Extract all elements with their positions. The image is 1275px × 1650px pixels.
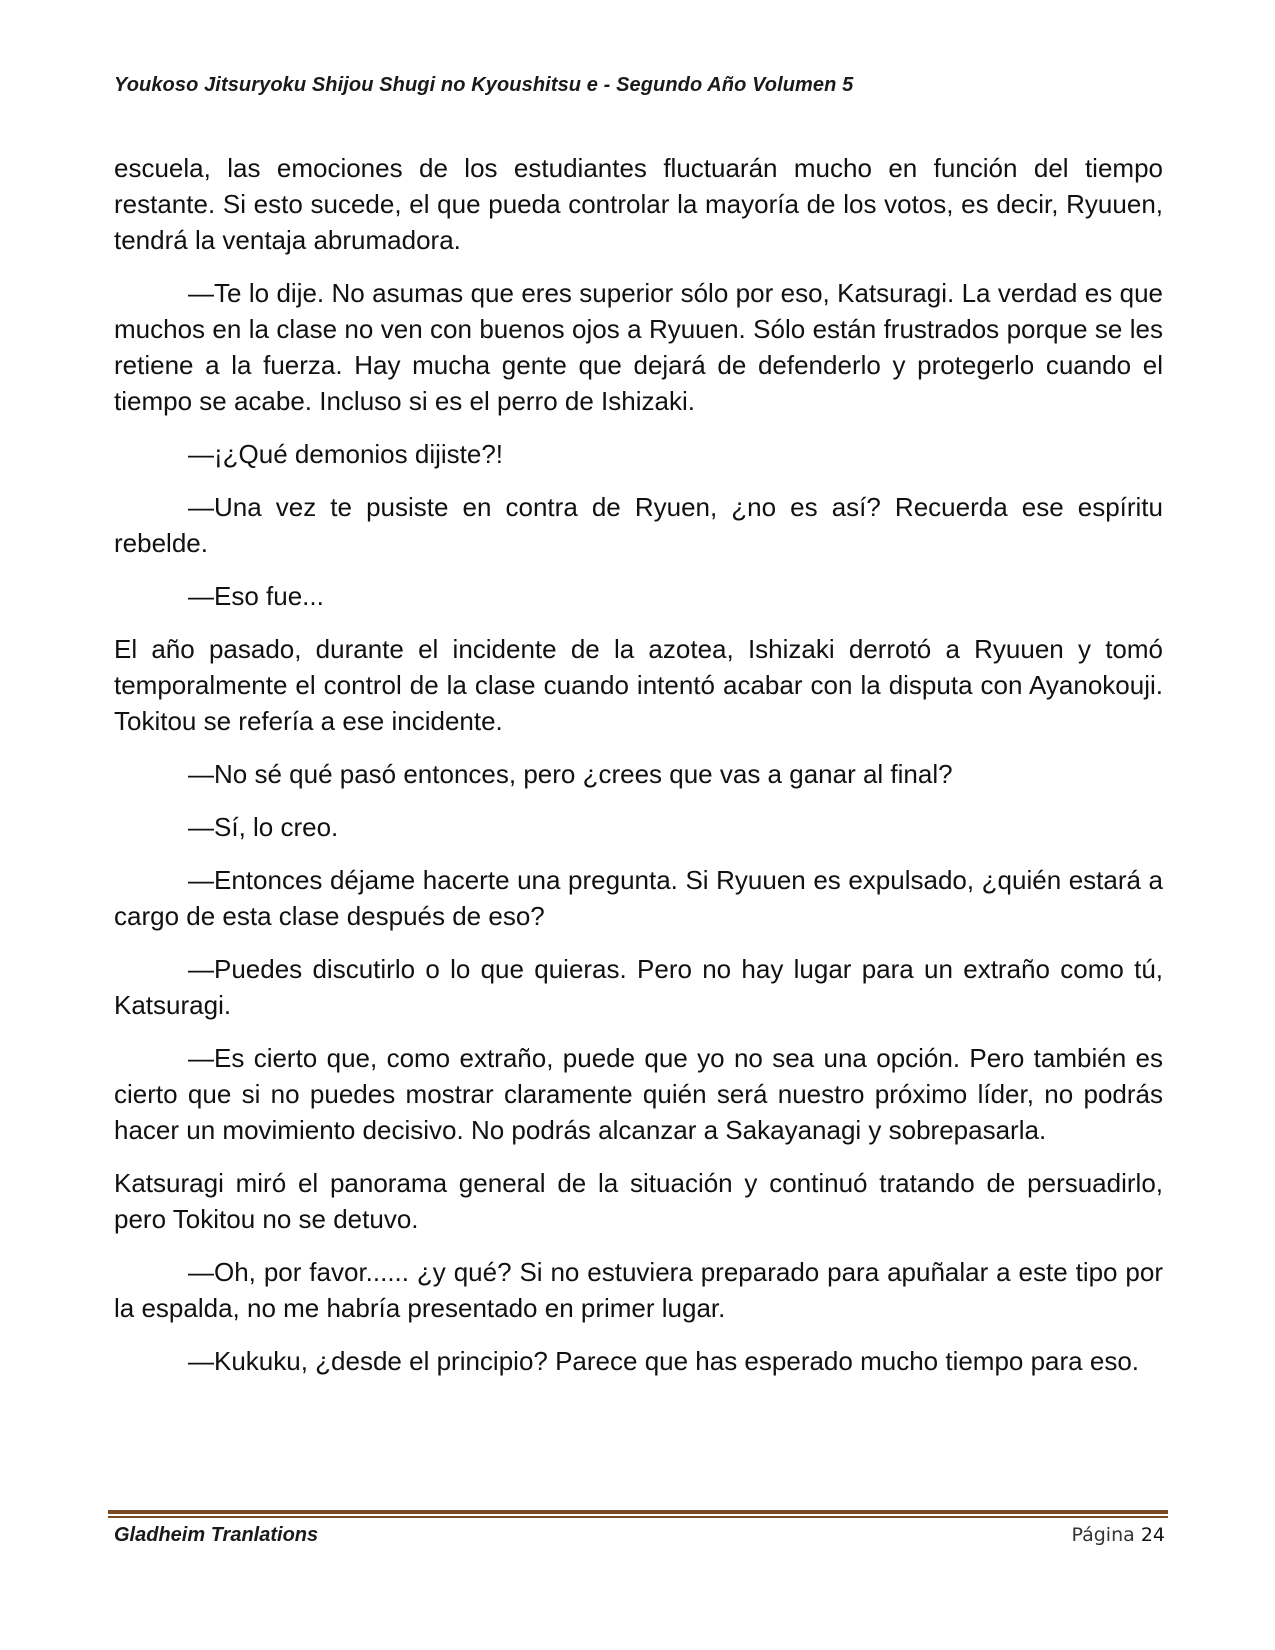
- body-text: [114, 150, 1163, 1396]
- page-number-value: 24: [1140, 1524, 1165, 1546]
- paragraph: Katsuragi miró el panorama general de la situación y continuó tratando de persuadirlo, pero Tokitou no se detuvo.: [114, 1168, 1163, 1234]
- dialogue-paragraph: —No sé qué pasó entonces, pero ¿crees que vas a ganar al final?: [188, 759, 953, 789]
- dialogue-paragraph: —Oh, por favor...... ¿y qué? Si no estuviera preparado para apuñalar a este tipo por la espalda, no me habría presentado en primer lugar.: [114, 1257, 1163, 1323]
- dialogue-paragraph: —Es cierto que, como extraño, puede que yo no sea una opción. Pero también es cierto que si no puedes mostrar claramente quién será nuestro próximo líder, no podrás hacer un movimiento decisivo. No podrás alcanzar a Sakayanagi y sobrepasarla.: [114, 1043, 1163, 1145]
- dialogue-paragraph: —Una vez te pusiste en contra de Ryuen, ¿no es así? Recuerda ese espíritu rebelde.: [114, 492, 1163, 558]
- dialogue-paragraph: —Puedes discutirlo o lo que quieras. Pero no hay lugar para un extraño como tú, Katsuragi.: [114, 954, 1163, 1020]
- dialogue-paragraph: —Entonces déjame hacerte una pregunta. Si Ryuuen es expulsado, ¿quién estará a cargo de esta clase después de eso?: [114, 865, 1163, 931]
- footer-divider-thick: [108, 1510, 1168, 1514]
- paragraph: escuela, las emociones de los estudiantes fluctuarán mucho en función del tiempo restante. Si esto sucede, el que pueda controlar la mayoría de los votos, es decir, Ryuuen, tendrá la ventaja abrumadora.: [114, 153, 1163, 255]
- dialogue-paragraph: —Kukuku, ¿desde el principio? Parece que has esperado mucho tiempo para eso.: [188, 1346, 1140, 1376]
- dialogue-paragraph: —¡¿Qué demonios dijiste?!: [188, 439, 504, 469]
- footer-divider: [108, 1510, 1168, 1518]
- page-label: Página: [1071, 1524, 1135, 1546]
- running-header: Youkoso Jitsuryoku Shijou Shugi no Kyoushitsu e - Segundo Año Volumen 5: [114, 74, 854, 96]
- dialogue-paragraph: —Te lo dije. No asumas que eres superior sólo por eso, Katsuragi. La verdad es que muchos en la clase no ven con buenos ojos a Ryuuen. Sólo están frustrados porque se les retiene a la fuerza. Hay mucha gente que dejará de defenderlo y protegerlo cuando el tiempo se acabe. Incluso si es el perro de Ishizaki.: [114, 278, 1163, 416]
- paragraph: El año pasado, durante el incidente de la azotea, Ishizaki derrotó a Ryuuen y tomó temporalmente el control de la clase cuando intentó acabar con la disputa con Ayanokouji. Tokitou se refería a ese incidente.: [114, 634, 1163, 736]
- dialogue-paragraph: —Sí, lo creo.: [188, 812, 339, 842]
- page-number: [1071, 1524, 1165, 1546]
- footer-divider-thin: [108, 1516, 1168, 1518]
- footer-credit: Gladheim Tranlations: [114, 1524, 319, 1546]
- dialogue-paragraph: —Eso fue...: [188, 581, 324, 611]
